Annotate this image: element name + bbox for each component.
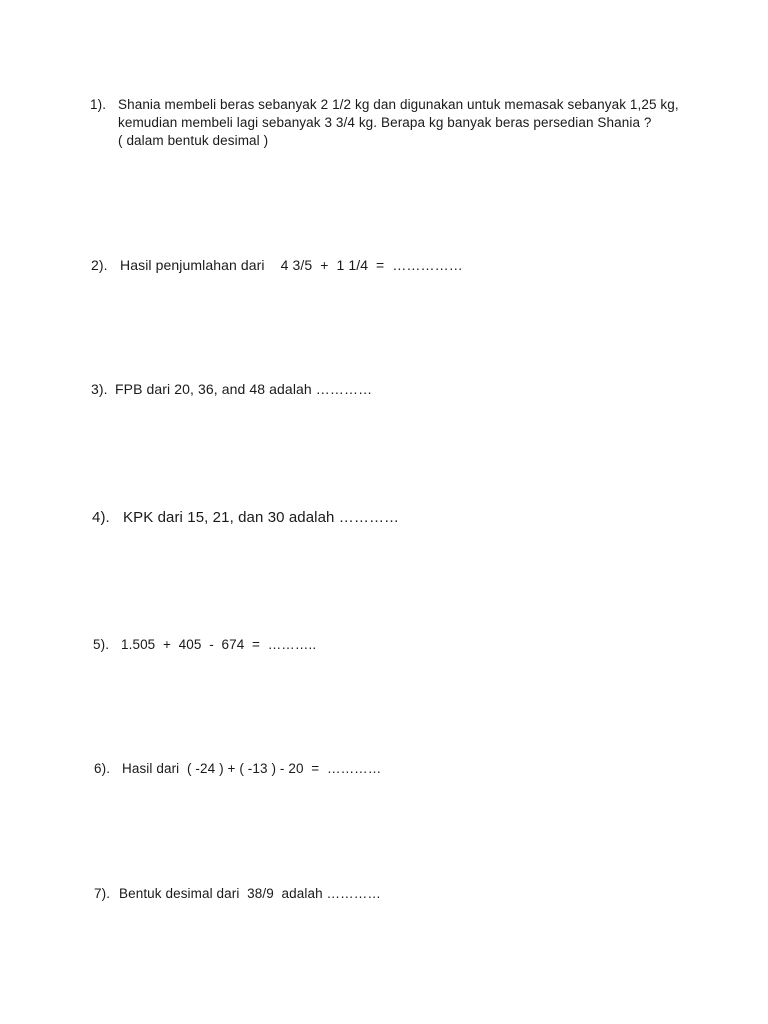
question-3 [91, 381, 372, 397]
question-6 [94, 761, 381, 776]
question-number: 1). [90, 97, 107, 112]
question-number: 4). [92, 509, 110, 526]
question-text-line: kemudian membeli lagi sebanyak 3 3/4 kg. Berapa kg banyak beras persedian Shania ? [118, 115, 652, 130]
question-number: 5). [93, 637, 110, 652]
question-number: 3). [91, 381, 108, 397]
question-text-line: Shania membeli beras sebanyak 2 1/2 kg dan digunakan untuk memasak sebanyak 1,25 kg, [118, 97, 679, 112]
question-5 [93, 637, 316, 652]
question-text-line: ( dalam bentuk desimal ) [118, 133, 269, 148]
question-number: 7). [94, 886, 111, 901]
question-text: Bentuk desimal dari 38/9 adalah ………… [119, 886, 381, 901]
question-text: 1.505 + 405 - 674 = ……….. [121, 637, 317, 652]
question-number: 6). [94, 761, 111, 776]
question-1 [90, 96, 679, 150]
question-2 [91, 257, 463, 273]
question-text: Hasil penjumlahan dari 4 3/5 + 1 1/4 = …………… [120, 257, 463, 273]
question-4 [92, 509, 399, 526]
question-7 [94, 886, 381, 901]
question-text: KPK dari 15, 21, dan 30 adalah ………… [123, 509, 400, 526]
question-text: FPB dari 20, 36, and 48 adalah ………… [115, 381, 373, 397]
question-number: 2). [91, 257, 108, 273]
question-text: Hasil dari ( -24 ) + ( -13 ) - 20 = ………… [122, 761, 382, 776]
